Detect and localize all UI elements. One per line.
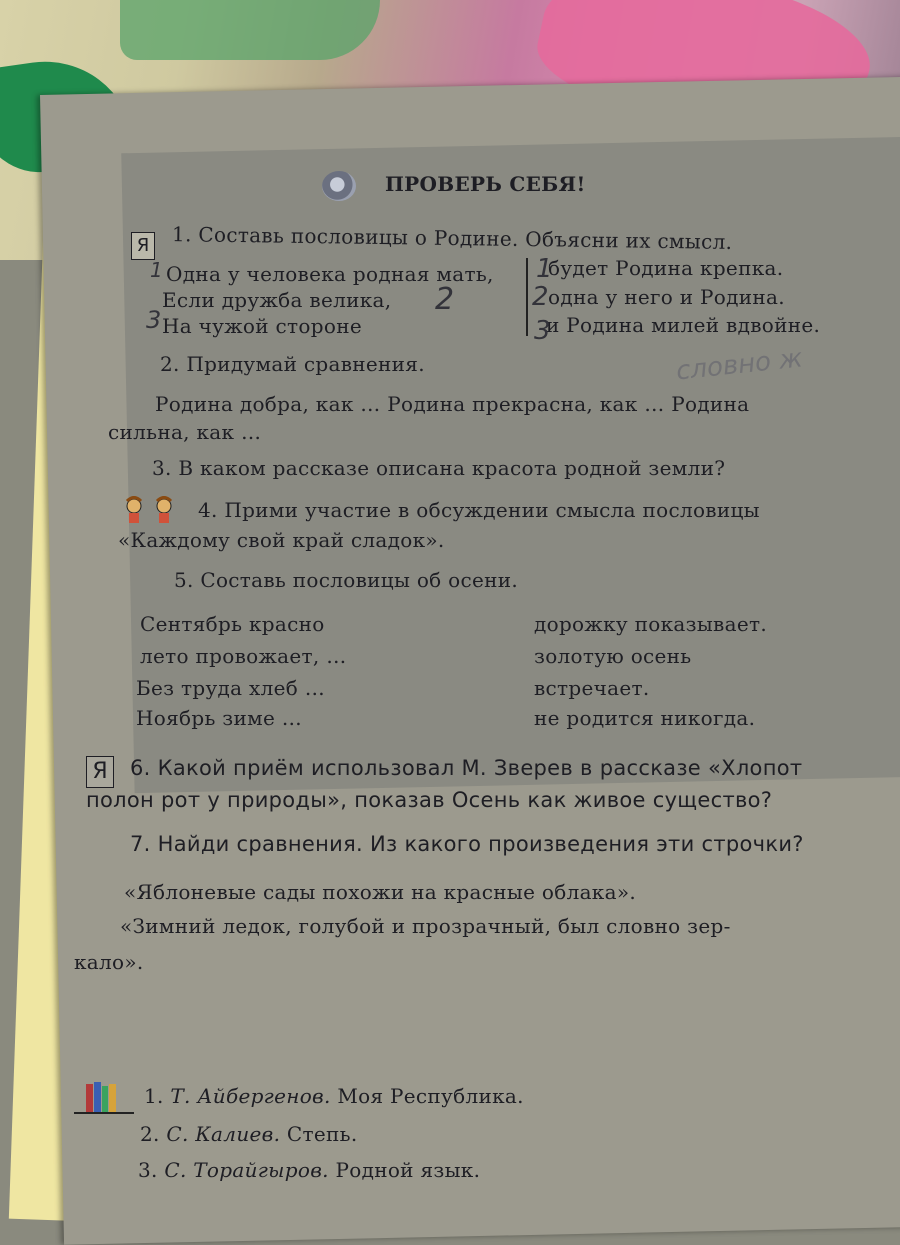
section-title: ПРОВЕРЬ СЕБЯ! xyxy=(385,172,586,196)
task-7-quote: «Зимний ледок, голубой и прозрачный, был словно зер- xyxy=(120,914,731,938)
task-5-right-line: дорожку показывает. xyxy=(534,612,767,636)
handwritten-number: 2 xyxy=(435,282,455,317)
handwritten-number: 1 xyxy=(150,258,163,282)
books-icon xyxy=(74,1080,134,1116)
task-1-right-line: и Родина милей вдвойне. xyxy=(546,313,821,337)
reading-item: 1. Т. Айбергенов. Моя Республика. xyxy=(144,1084,524,1108)
task-2-text: 2. Придумай сравнения. xyxy=(160,352,425,376)
task-7-quote: «Яблоневые сады похожи на красные облака». xyxy=(124,880,637,904)
reading-item: 2. С. Калиев. Степь. xyxy=(140,1122,358,1146)
handwritten-number: 1 xyxy=(536,254,553,284)
task-1-right-line: одна у него и Родина. xyxy=(548,285,785,309)
task-1-left-line: Одна у человека родная мать, xyxy=(166,262,494,286)
reading-item: 3. С. Торайгыров. Родной язык. xyxy=(138,1158,481,1182)
handwritten-note: словно ж xyxy=(674,343,804,387)
handwritten-number: 2 xyxy=(532,282,549,312)
discussion-kids-icon xyxy=(118,496,188,526)
task-6-line: 6. Какой приём использовал М. Зверев в рассказе «Хлопот xyxy=(130,756,803,780)
task-7-quote: кало». xyxy=(74,950,144,974)
handwritten-number: 3 xyxy=(534,316,551,346)
task-5-left-line: Без труда хлеб … xyxy=(136,676,326,700)
task-5-right-line: встречает. xyxy=(534,676,650,700)
self-check-badge-icon: Я xyxy=(131,232,155,260)
task-5-right-line: золотую осень xyxy=(534,644,692,668)
task-2-line: сильна, как … xyxy=(108,420,262,444)
task-7-text: 7. Найди сравнения. Из какого произведения эти строчки? xyxy=(130,832,804,856)
column-divider xyxy=(526,258,528,336)
task-1-left-line: На чужой стороне xyxy=(162,314,362,338)
task-6-line: полон рот у природы», показав Осень как живое существо? xyxy=(86,788,773,812)
task-5-left-line: Ноябрь зиме … xyxy=(136,706,303,730)
handwritten-number: 3 xyxy=(146,306,162,334)
task-1-text: 1. Составь пословицы о Родине. Объясни их смысл. xyxy=(171,222,733,254)
self-check-badge-icon: Я xyxy=(86,756,114,788)
task-5-left-line: лето провожает, … xyxy=(140,644,347,668)
task-4-line: «Каждому свой край сладок». xyxy=(118,528,445,552)
task-1-left-line: Если дружба велика, xyxy=(162,288,392,312)
task-1-right-line: будет Родина крепка. xyxy=(548,256,784,280)
task-4-line: 4. Прими участие в обсуждении смысла пословицы xyxy=(198,498,760,522)
task-5-text: 5. Составь пословицы об осени. xyxy=(174,568,519,592)
task-5-left-line: Сентябрь красно xyxy=(140,612,325,636)
task-5-right-line: не родится никогда. xyxy=(534,706,756,730)
task-3-text: 3. В каком рассказе описана красота родной земли? xyxy=(152,456,726,480)
disc-icon xyxy=(322,171,356,201)
task-2-line: Родина добра, как … Родина прекрасна, как … Родина xyxy=(155,392,750,416)
